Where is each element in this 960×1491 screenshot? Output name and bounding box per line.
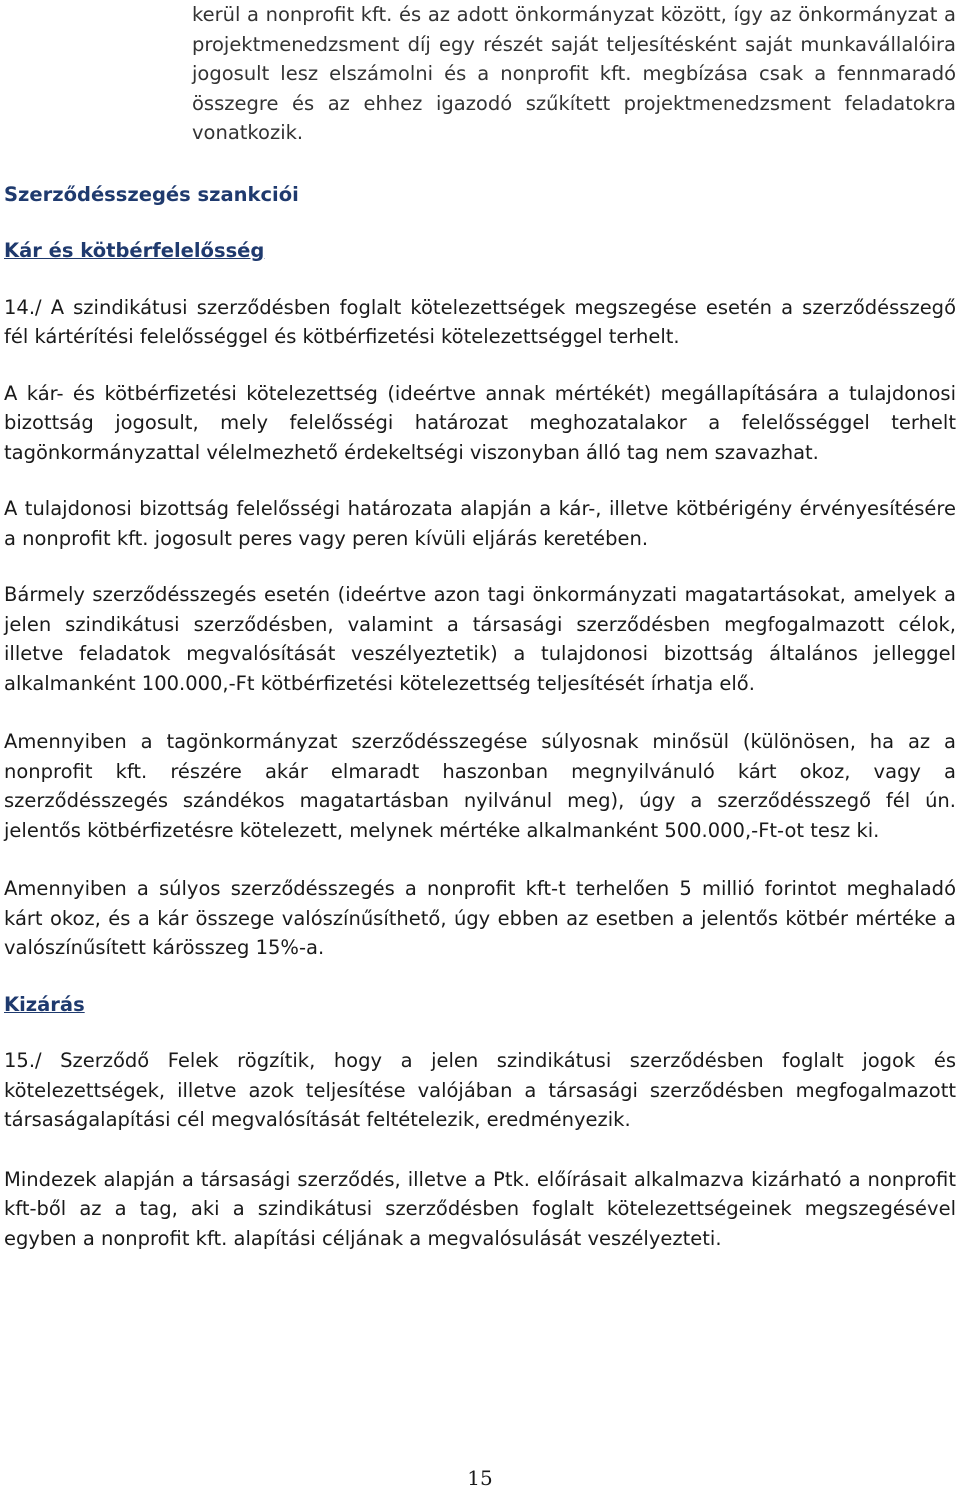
- paragraph-liability-decision: A kár- és kötbérfizetési kötelezettség (ideértve annak mértékét) megállapítására a tulajdonosi bizottság jogosult, mely felelősségi határozat meghozatalakor a felelősséggel terhelt tagönkormányzattal vélelmezhető érdekeltségi viszonyban álló tag nem szavazhat.: [4, 381, 956, 464]
- continued-paragraph: kerül a nonprofit kft. és az adott önkormányzat között, így az önkormányzat a projektmenedzsment díj egy részét saját teljesítésként saját munkavállalóira jogosult lesz elszámolni és a nonprofit kft. megbízása csak a fennmaradó összegre és az ehhez igazodó szűkített projektmenedzsment feladatokra vonatkozik.: [192, 3, 956, 144]
- document-page: [4, 0, 956, 1253]
- subheading-exclusion: Kizárás: [4, 992, 85, 1016]
- paragraph-severe-breach: Amennyiben a tagönkormányzat szerződésszegése súlyosnak minősül (különösen, ha az a nonprofit kft. részére akár elmaradt haszonban megnyilvánuló kárt okoz, vagy a szerződésszegés szándékos magatartásban nyilvánul meg), úgy a szerződésszegő fél ún. jelentős kötbérfizetésre kötelezett, melynek mértéke alkalmanként 500.000,-Ft-ot tesz ki.: [4, 730, 956, 842]
- subheading-damages: Kár és kötbérfelelősség: [4, 239, 265, 262]
- page-number: 15: [467, 1466, 493, 1490]
- paragraph-general-penalty: Bármely szerződésszegés esetén (ideértve azon tagi önkormányzati magatartásokat, amelyek a jelen szindikátusi szerződésben, valamint a társasági szerződésben megfogalmazott célok, illetve feladatok megvalósítását veszélyeztetik) a tulajdonosi bizottság általános jelleggel alkalmanként 100.000,-Ft kötbérfizetési kötelezettség teljesítését írhatja elő.: [4, 583, 956, 695]
- paragraph-14: 14./ A szindikátusi szerződésben foglalt kötelezettségek megszegése esetén a szerződésszegő fél kártérítési felelősséggel és kötbérfizetési kötelezettséggel terhelt.: [4, 295, 956, 348]
- section-heading: Szerződésszegés szankciói: [4, 182, 299, 206]
- paragraph-significant-penalty: Amennyiben a súlyos szerződésszegés a nonprofit kft-t terhelően 5 millió forintot meghaladó kárt okoz, és a kár összege valószínűsíthető, úgy ebben az esetben a jelentős kötbér mértéke a valószínűsített kárösszeg 15%-a.: [4, 877, 956, 959]
- paragraph-enforcement: A tulajdonosi bizottság felelősségi határozata alapján a kár-, illetve kötbérigény érvényesítésére a nonprofit kft. jogosult peres vagy peren kívüli eljárás keretében.: [4, 497, 956, 550]
- paragraph-15: 15./ Szerződő Felek rögzítik, hogy a jelen szindikátusi szerződésben foglalt jogok és kötelezettségek, illetve azok teljesítése valójában a társasági szerződésben megfogalmazott társaságalapítási cél megvalósítását feltételezik, eredményezik.: [4, 1049, 956, 1131]
- paragraph-exclusion-basis: Mindezek alapján a társasági szerződés, illetve a Ptk. előírásait alkalmazva kizárható a nonprofit kft-ből az a tag, aki a szindikátusi szerződésben foglalt kötelezettségeinek megszegésével egyben a nonprofit kft. alapítási céljának a megvalósulását veszélyezteti.: [4, 1167, 956, 1250]
